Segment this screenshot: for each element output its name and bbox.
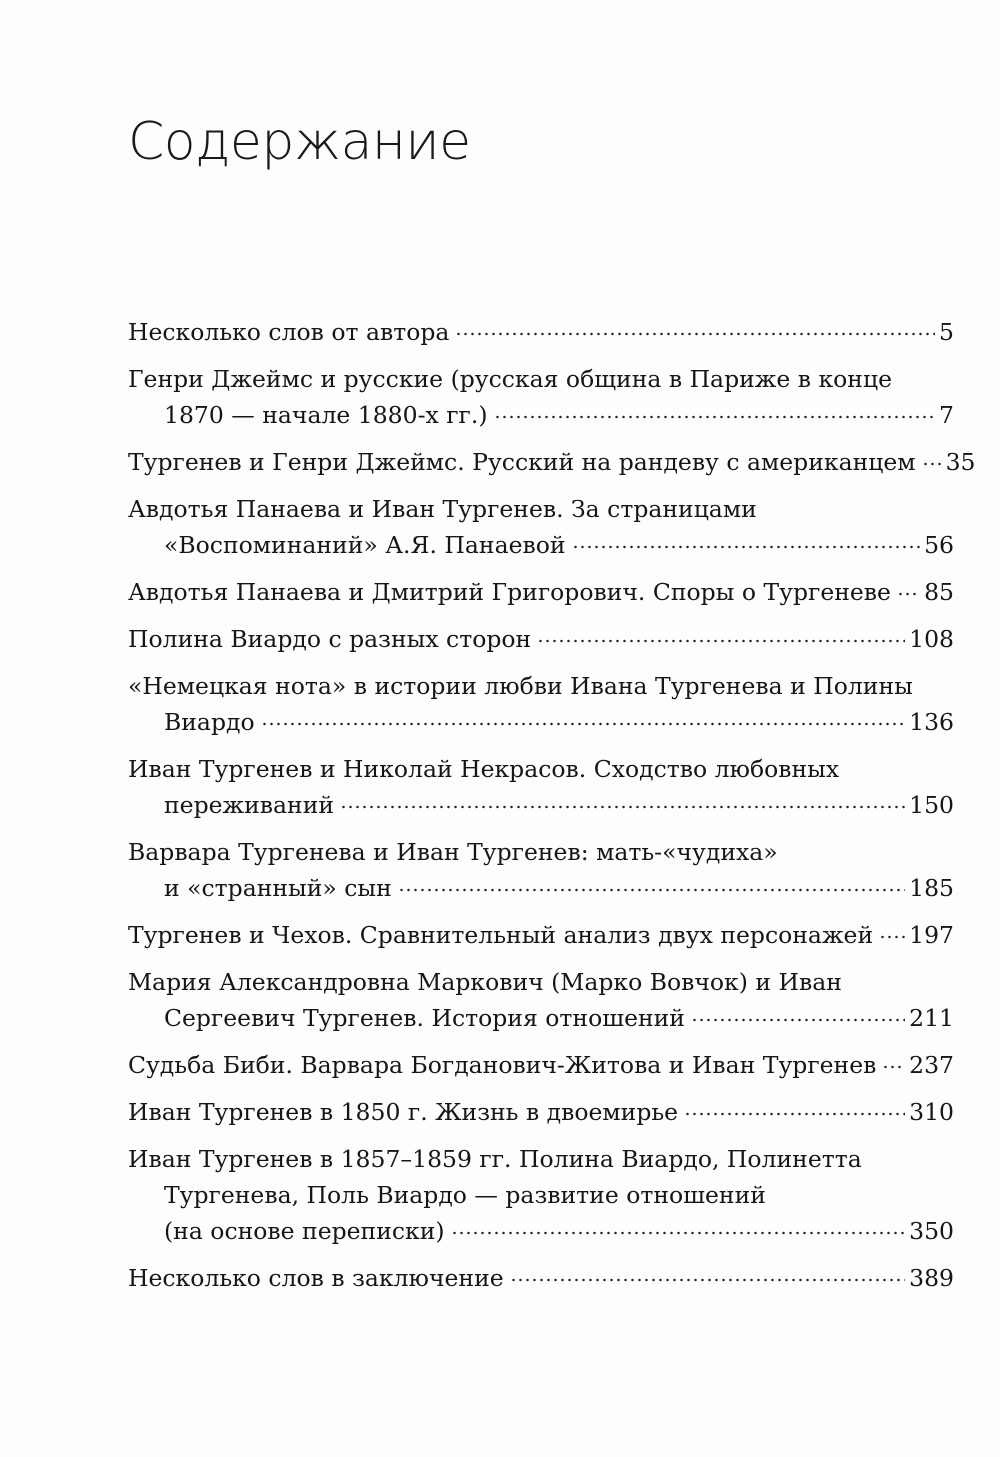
toc-entry xyxy=(128,834,954,906)
toc-page-number: 85 xyxy=(924,578,954,606)
toc-entry-last-line xyxy=(128,444,976,480)
dot-leader xyxy=(455,317,935,341)
toc-entry-title-line: Варвара Тургенева и Иван Тургенев: мать-«чудиха» xyxy=(128,838,778,866)
toc-entry-title-line: (на основе переписки) xyxy=(164,1217,445,1245)
table-of-contents xyxy=(128,314,976,1307)
toc-entry-title-line: Сергеевич Тургенев. История отношений xyxy=(164,1004,685,1032)
toc-entry xyxy=(128,964,954,1036)
toc-entry-title-line: «Воспоминаний» А.Я. Панаевой xyxy=(164,531,566,559)
toc-entry-last-line xyxy=(128,1260,954,1296)
dot-leader xyxy=(684,1097,905,1121)
toc-entry-title-line: Мария Александровна Маркович (Марко Вовчок) и Иван xyxy=(128,968,842,996)
toc-entry-last-line xyxy=(128,574,954,610)
toc-entry-title-line: Генри Джеймс и русские (русская община в Париже в конце xyxy=(128,365,892,393)
toc-entry-title-line: Тургенев и Чехов. Сравнительный анализ двух персонажей xyxy=(128,921,874,949)
toc-entry-title-line: Тургенева, Поль Виардо — развитие отношений xyxy=(164,1181,766,1209)
toc-page-number: 310 xyxy=(909,1098,954,1126)
dot-leader xyxy=(510,1263,905,1287)
toc-entry-last-line xyxy=(128,621,954,657)
toc-entry xyxy=(128,1047,954,1083)
toc-entry-title-line: Иван Тургенев в 1850 г. Жизнь в двоемирье xyxy=(128,1098,679,1126)
toc-page-number: 7 xyxy=(939,401,954,429)
toc-entry-last-line xyxy=(128,1094,954,1130)
toc-page-number: 185 xyxy=(909,874,954,902)
toc-entry-last-line xyxy=(128,1000,954,1036)
toc-entry-title-line: «Немецкая нота» в истории любви Ивана Тургенева и Полины xyxy=(128,672,913,700)
toc-entry-title-line: Иван Тургенев и Николай Некрасов. Сходство любовных xyxy=(128,755,840,783)
dot-leader xyxy=(882,1050,905,1074)
dot-leader xyxy=(537,624,905,648)
toc-entry-last-line xyxy=(128,704,954,740)
toc-entry-last-line xyxy=(128,787,954,823)
toc-page-number: 350 xyxy=(909,1217,954,1245)
dot-leader xyxy=(879,920,905,944)
dot-leader xyxy=(691,1003,905,1027)
toc-page-number: 197 xyxy=(909,921,954,949)
toc-entry xyxy=(128,621,954,657)
dot-leader xyxy=(451,1216,906,1240)
toc-page-number: 35 xyxy=(945,448,976,476)
toc-entry-title-line: Несколько слов в заключение xyxy=(128,1264,504,1292)
toc-page-number: 136 xyxy=(909,708,954,736)
dot-leader xyxy=(897,577,920,601)
toc-entry xyxy=(128,314,954,350)
toc-entry-title-line: Несколько слов от автора xyxy=(128,318,450,346)
toc-entry-last-line xyxy=(128,917,954,953)
toc-entry-title-line: 1870 — начале 1880-х гг.) xyxy=(164,401,488,429)
toc-entry-title-line: Иван Тургенев в 1857–1859 гг. Полина Виардо, Полинетта xyxy=(128,1145,862,1173)
page-title: Содержание xyxy=(128,112,471,172)
toc-entry-last-line xyxy=(128,1047,954,1083)
toc-entry-last-line xyxy=(128,870,954,906)
toc-entry-title-line: Полина Виардо с разных сторон xyxy=(128,625,532,653)
dot-leader xyxy=(494,400,936,424)
toc-entry-title-line: Авдотья Панаева и Иван Тургенев. За страницами xyxy=(128,495,757,523)
toc-page-number: 211 xyxy=(909,1004,954,1032)
toc-page-number: 150 xyxy=(909,791,954,819)
toc-entry-title-line: Судьба Биби. Варвара Богданович-Житова и Иван Тургенев xyxy=(128,1051,877,1079)
dot-leader xyxy=(340,790,905,814)
toc-entry xyxy=(128,668,954,740)
toc-entry xyxy=(128,1094,954,1130)
toc-entry-last-line xyxy=(128,397,954,433)
toc-entry xyxy=(128,917,954,953)
toc-entry xyxy=(128,1141,954,1249)
toc-entry xyxy=(128,444,976,480)
toc-page-number: 389 xyxy=(909,1264,954,1292)
toc-entry-last-line xyxy=(128,1213,954,1249)
toc-entry-title-line: Тургенев и Генри Джеймс. Русский на рандеву с американцем xyxy=(128,448,916,476)
toc-entry xyxy=(128,491,954,563)
toc-entry-last-line xyxy=(128,527,954,563)
toc-page-number: 5 xyxy=(939,318,954,346)
dot-leader xyxy=(572,530,921,554)
toc-entry-title-line: Авдотья Панаева и Дмитрий Григорович. Споры о Тургеневе xyxy=(128,578,891,606)
toc-page-number: 108 xyxy=(909,625,954,653)
toc-entry xyxy=(128,751,954,823)
toc-page-number: 237 xyxy=(909,1051,954,1079)
toc-entry xyxy=(128,574,954,610)
toc-entry xyxy=(128,361,954,433)
toc-entry-title-line: переживаний xyxy=(164,791,335,819)
toc-page-number: 56 xyxy=(924,531,954,559)
toc-entry xyxy=(128,1260,954,1296)
toc-entry-title-line: и «странный» сын xyxy=(164,874,392,902)
toc-entry-title-line: Виардо xyxy=(164,708,255,736)
dot-leader xyxy=(922,447,942,471)
toc-entry-last-line xyxy=(128,314,954,350)
dot-leader xyxy=(261,707,906,731)
dot-leader xyxy=(398,873,905,897)
